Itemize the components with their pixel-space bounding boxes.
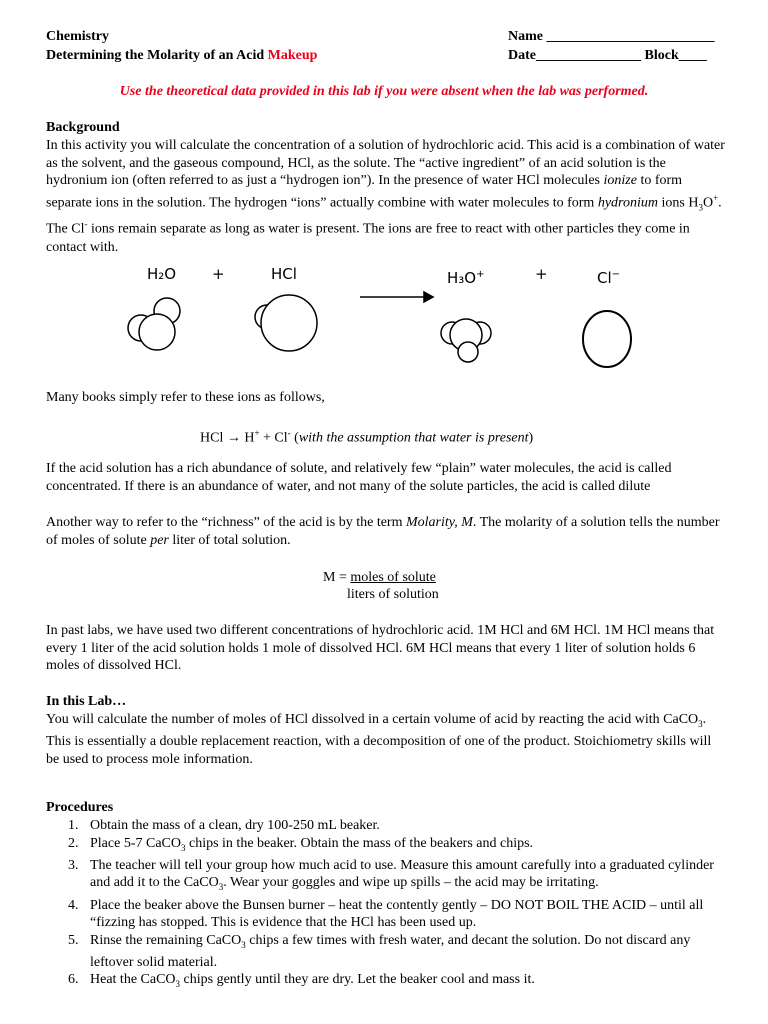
procedure-step: 5. Rinse the remaining CaCO$_3$ chips a few times with fresh water, and decant the solution. Do not discard any leftover solid material.: [68, 932, 691, 970]
h2o-label: H₂O: [147, 265, 177, 283]
plus-sign-2: +: [535, 265, 548, 283]
simple-intro: Many books simply refer to these ions as follows,: [46, 390, 325, 405]
hcl-label: HCl: [271, 265, 297, 283]
h3o-label: H₃O+: [447, 269, 485, 287]
title-text: Determining the Molarity of an Acid: [46, 48, 265, 63]
procedures-heading: Procedures: [46, 800, 114, 815]
procedure-step: 4. Place the beaker above the Bunsen burner – heat the contently gently – DO NOT BOIL THE ACID – until all “fizzing has stopped. This is evidence that the HCl has been used up.: [68, 897, 704, 931]
reaction-diagram: [0, 250, 768, 380]
background-paragraph: In this activity you will calculate the concentration of a solution of hydrochloric acid. This acid is a combination of water as the solvent, and the gaseous compound, HCl, as the solute. The “active ingredient” of an acid solution is the hydronium ion (often referred to as just a “hydrogen ion”). In the presence of water HCl molecules ionize to form separate ions in the solution. The hydrogen “ions” actually combine with water molecules to form hydronium ions $H_3O^+$. The Cl- ions remain separate as long as water is present. The ions are free to react with other particles they come in contact with.: [46, 138, 725, 255]
hcl-molecule-icon: [255, 295, 317, 351]
procedure-step: 6. Heat the CaCO$_3$ chips gently until they are dry. Let the beaker cool and mass it.: [68, 972, 535, 990]
date-field: Date_______________: [508, 48, 641, 63]
water-molecule-icon: [128, 298, 180, 350]
document-title: [46, 47, 317, 65]
procedures-list: [46, 817, 726, 994]
reaction-arrow-icon: [360, 292, 433, 302]
in-this-lab-heading: In this Lab…: [46, 694, 127, 709]
past-labs-paragraph: In past labs, we have used two different concentrations of hydrochloric acid. 1M HCl and 6M HCl. 1M HCl means that every 1 liter of the acid solution holds 1 mole of dissolved HCl. 6M HCl means that every 1 liter of solution holds 6 moles of dissolved HCl.: [46, 623, 715, 673]
molarity-equation: M = moles of solute: [323, 570, 436, 585]
in-this-lab-paragraph: You will calculate the number of moles of HCl dissolved in a certain volume of acid by reacting the acid with CaCO$_3$. This is essentially a double replacement reaction, with a decomposition of one of the product. Stoichiometry skills will be used to process mole information.: [46, 712, 712, 767]
block-field: Block____: [644, 48, 707, 63]
subject-label: Chemistry: [46, 29, 109, 44]
molarity-denominator: liters of solution: [347, 587, 439, 602]
plus-sign-1: +: [212, 265, 225, 283]
procedure-step: 2. Place 5-7 CaCO$_3$ chips in the beaker. Obtain the mass of the beakers and chips.: [68, 835, 534, 853]
name-field: Name ________________________: [508, 29, 715, 44]
makeup-tag: Makeup: [267, 48, 318, 63]
concentrated-paragraph: If the acid solution has a rich abundance of solute, and relatively few “plain” water molecules, the acid is called concentrated. If there is an abundance of water, and not many of the solute particles, the acid is called dilute: [46, 461, 672, 494]
procedure-step: 3. The teacher will tell your group how much acid to use. Measure this amount carefully into a graduated cylinder and add it to the CaCO$_3$. Wear your goggles and wipe up spills – the acid may be irritating.: [68, 857, 714, 893]
background-heading: Background: [46, 120, 120, 135]
dissociation-equation: HCl → H+ + Cl- (with the assumption that water is present): [200, 428, 534, 446]
cl-label: Cl−: [597, 269, 621, 287]
procedure-step: 1. Obtain the mass of a clean, dry 100-250 mL beaker.: [68, 818, 380, 833]
chloride-ion-icon: [583, 311, 631, 367]
molarity-paragraph: Another way to refer to the “richness” of the acid is by the term Molarity, M. The molarity of a solution tells the number of moles of solute per liter of total solution.: [46, 515, 720, 548]
hydronium-ion-icon: [441, 319, 491, 362]
absent-notice: Use the theoretical data provided in this lab if you were absent when the lab was performed.: [119, 84, 649, 99]
molarity-numerator: moles of solute: [350, 570, 436, 585]
date-block-field: [508, 47, 707, 65]
